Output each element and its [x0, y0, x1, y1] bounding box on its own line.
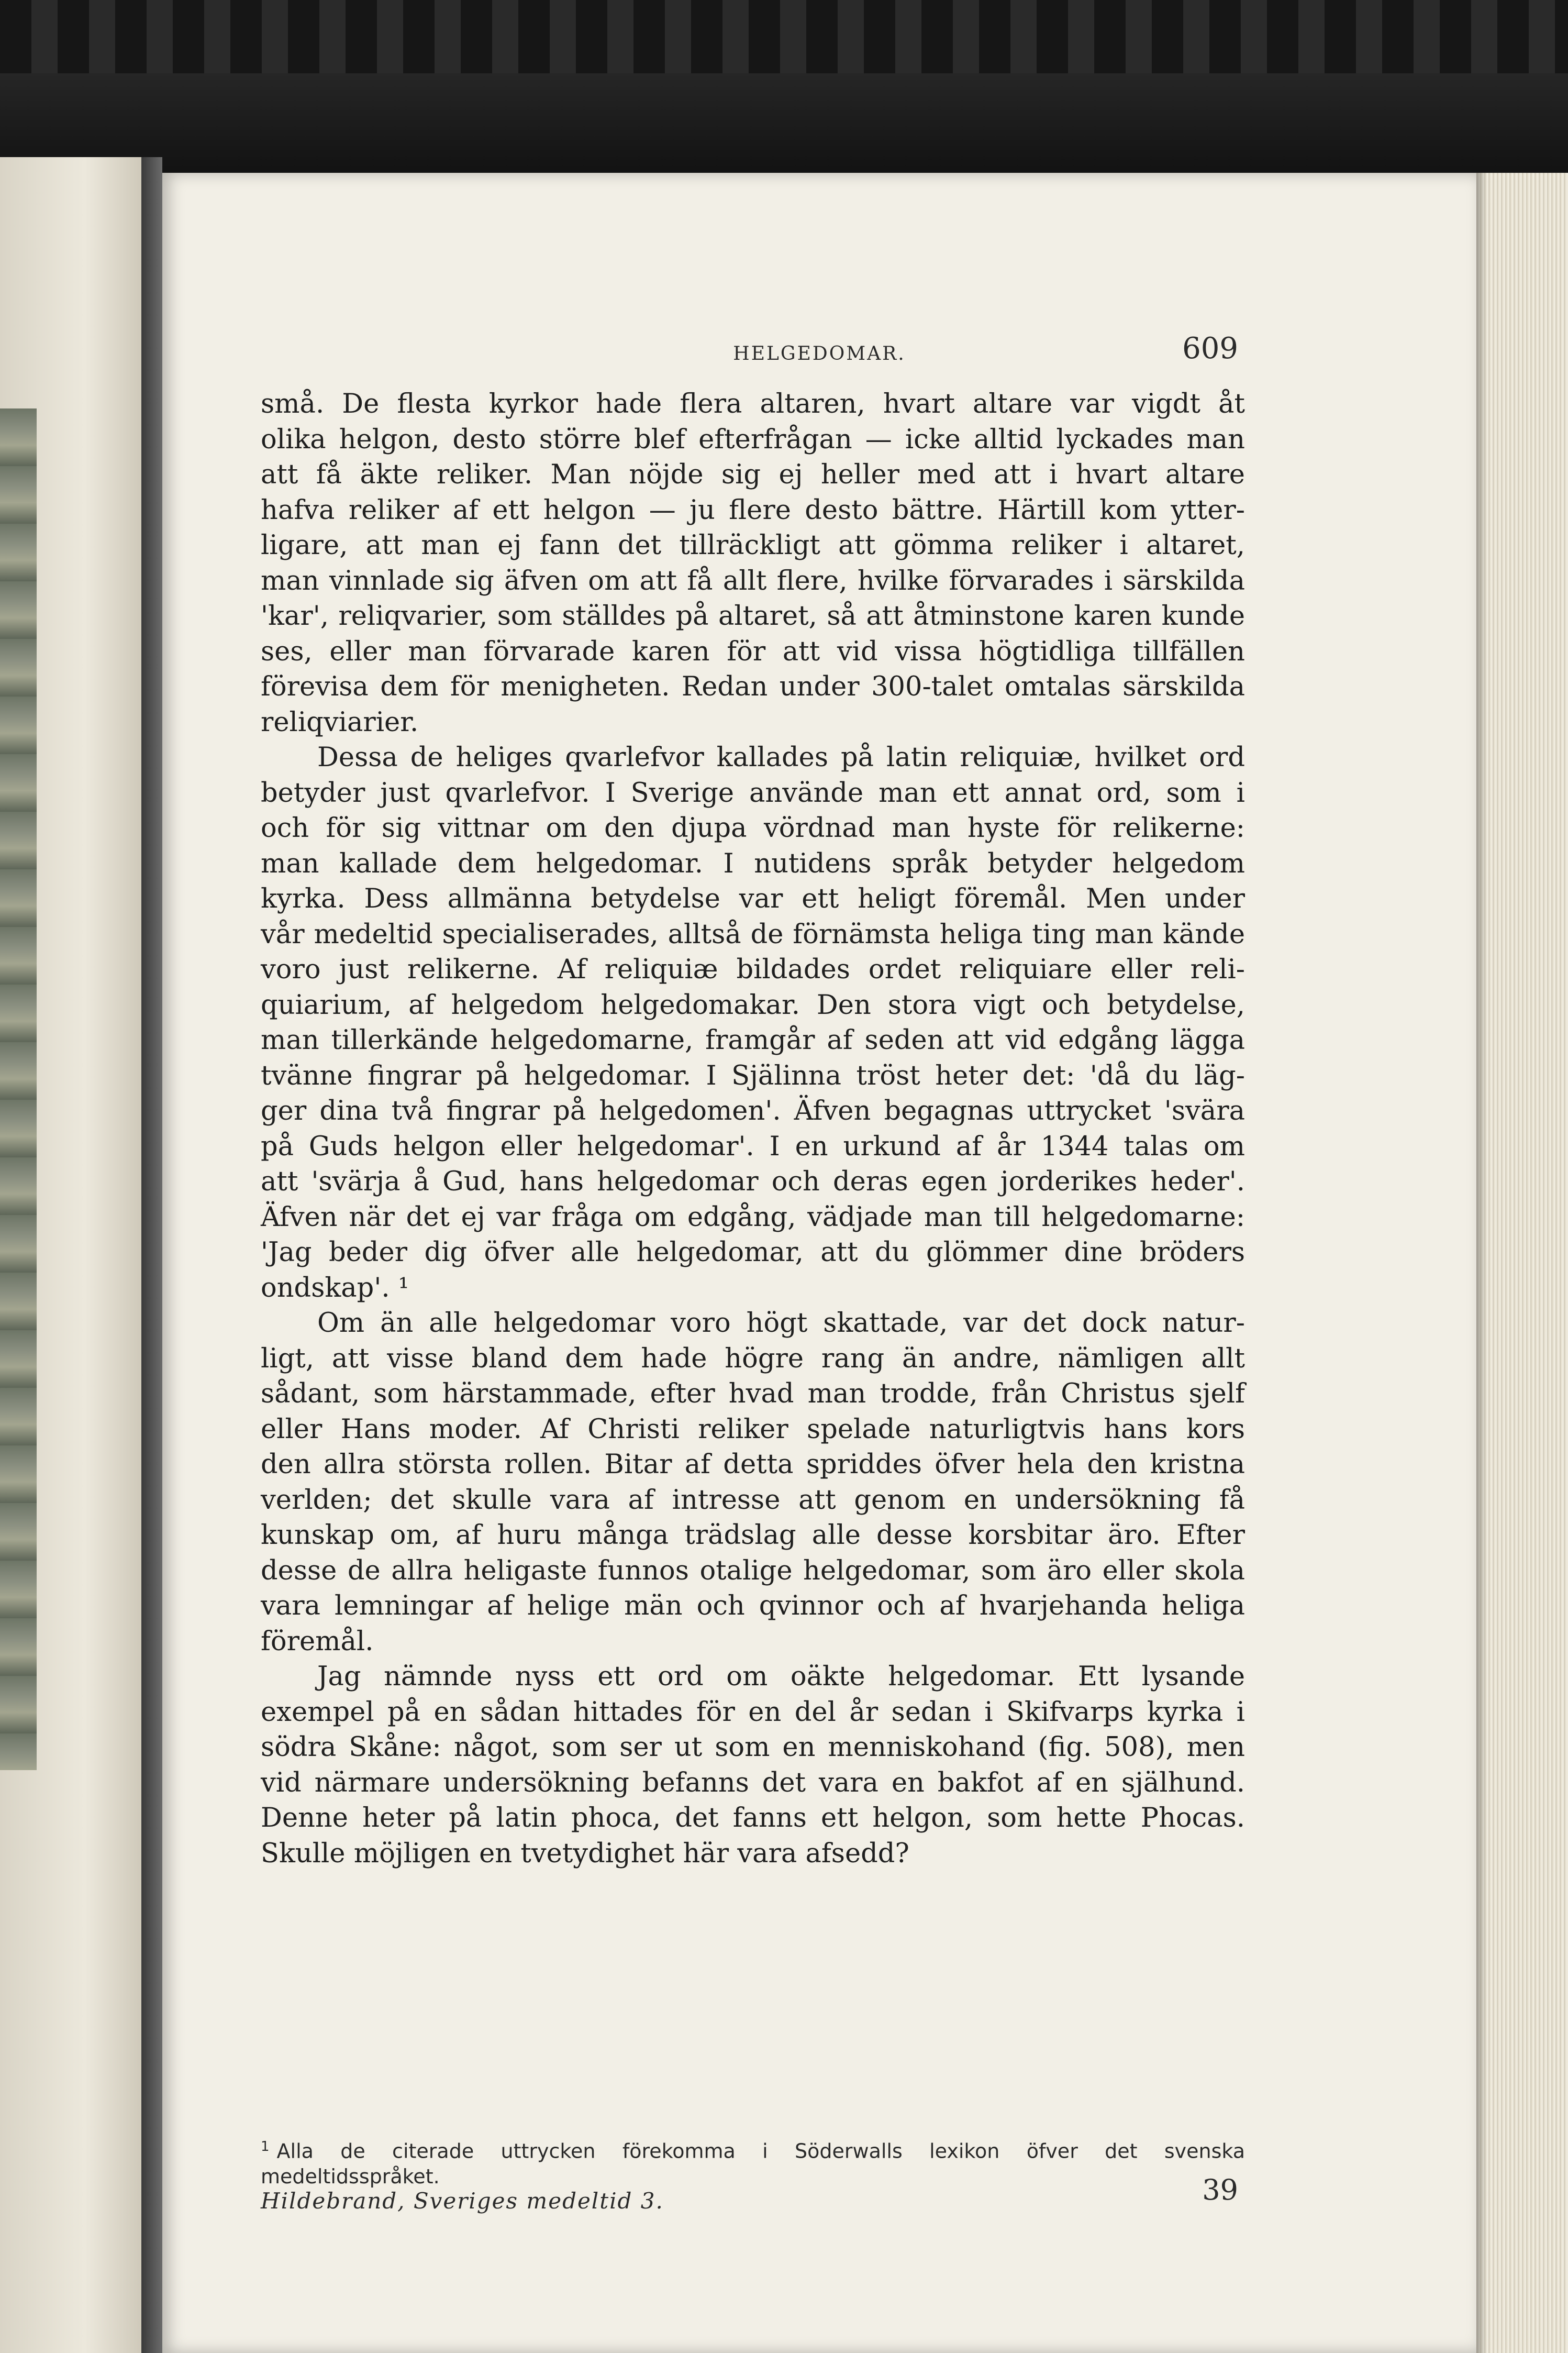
book-binding-spine	[0, 408, 37, 1770]
text-line: vid närmare undersökning befanns det vara en bakfot af en själhund.	[261, 1767, 1245, 1798]
page-number: 609	[1182, 332, 1238, 366]
text-line: Om än alle helgedomar voro högt skattade, var det dock natur-	[317, 1308, 1245, 1339]
text-line: betyder just qvarlefvor. I Sverige använde man ett annat ord, som i	[261, 777, 1245, 809]
text-line: 'Jag beder dig öfver alle helgedomar, att du glömmer dine bröders	[261, 1237, 1245, 1268]
text-line: man tillerkände helgedomarne, framgår af seden att vid edgång lägga	[261, 1025, 1245, 1056]
text-line: Äfven när det ej var fråga om edgång, vädjade man till helgedomarne:	[261, 1201, 1245, 1233]
footnote	[261, 2134, 1245, 2189]
text-line: förevisa dem för menigheten. Redan under 300-talet omtalas särskilda	[261, 671, 1245, 702]
text-line: voro just relikerne. Af reliquiæ bildades ordet reliquiare eller reli-	[261, 954, 1245, 985]
text-line: man vinnlade sig äfven om att få allt flere, hvilke förvarades i särskilda	[261, 565, 1245, 596]
text-line: och för sig vittnar om den djupa vördnad man hyste för relikerne:	[261, 813, 1245, 844]
text-line: södra Skåne: något, som ser ut som en menniskohand (fig. 508), men	[261, 1732, 1245, 1763]
page-stack-edge	[1474, 173, 1568, 2353]
text-line: man kallade dem helgedomar. I nutidens språk betyder helgedom	[261, 848, 1245, 879]
text-line: vår medeltid specialiserades, alltså de förnämsta heliga ting man kände	[261, 919, 1245, 950]
text-line: föremål.	[261, 1626, 374, 1657]
signature-mark: Hildebrand, Sveriges medeltid 3.	[261, 2188, 664, 2214]
text-line: små. De flesta kyrkor hade flera altaren, hvart altare var vigdt åt	[261, 389, 1245, 419]
footnote-text: Alla de citerade uttrycken förekomma i Söderwalls lexikon öfver det svenska	[276, 2139, 1245, 2163]
text-line: ger dina två fingrar på helgedomen'. Äfven begagnas uttrycket 'svära	[261, 1096, 1245, 1126]
text-line: exempel på en sådan hittades för en del år sedan i Skifvarps kyrka i	[261, 1696, 1245, 1728]
sheet-number: 39	[1202, 2173, 1238, 2206]
text-line: eller Hans moder. Af Christi reliker spelade naturligtvis hans kors	[261, 1413, 1245, 1445]
text-line: verlden; det skulle vara af intresse att genom en undersökning få	[261, 1484, 1245, 1516]
text-line: tvänne fingrar på helgedomar. I Själinna tröst heter det: 'då du läg-	[261, 1060, 1245, 1091]
book-page	[162, 173, 1476, 2353]
running-head: HELGEDOMAR.	[733, 343, 906, 364]
text-line: reliqviarier.	[261, 706, 419, 738]
text-line: sådant, som härstammade, efter hvad man trodde, från Christus sjelf	[261, 1378, 1245, 1409]
footnote-line: medeltidsspråket.	[261, 2164, 440, 2188]
text-line: att 'svärja å Gud, hans helgedomar och deras egen jorderikes heder'.	[261, 1166, 1245, 1197]
footnote-line	[261, 2134, 1245, 2164]
text-line: ligare, att man ej fann det tillräckligt att gömma reliker i altaret,	[261, 530, 1245, 561]
text-line: på Guds helgon eller helgedomar'. I en urkund af år 1344 talas om	[261, 1131, 1245, 1162]
text-line: 'kar', reliqvarier, som ställdes på altaret, så att åtminstone karen kunde	[261, 601, 1245, 632]
text-line: desse de allra heligaste funnos otalige helgedomar, som äro eller skola	[261, 1555, 1245, 1586]
body-text	[261, 386, 1245, 1871]
footnote-marker: 1	[261, 2139, 270, 2155]
text-line: hafva reliker af ett helgon — ju flere desto bättre. Härtill kom ytter-	[261, 494, 1245, 526]
text-line: kunskap om, af huru många trädslag alle desse korsbitar äro. Efter	[261, 1520, 1245, 1551]
text-line: olika helgon, desto större blef efterfrågan — icke alltid lyckades man	[261, 424, 1245, 455]
text-line: den allra största rollen. Bitar af detta spriddes öfver hela den kristna	[261, 1449, 1245, 1480]
text-line: kyrka. Dess allmänna betydelse var ett heligt föremål. Men under	[261, 883, 1245, 914]
text-line: quiarium, af helgedom helgedomakar. Den stora vigt och betydelse,	[261, 989, 1245, 1021]
text-line: ondskap'. ¹	[261, 1272, 409, 1303]
text-line: Jag nämnde nyss ett ord om oäkte helgedomar. Ett lysande	[317, 1661, 1245, 1692]
text-line: ses, eller man förvarade karen för att vid vissa högtidliga tillfällen	[261, 636, 1245, 667]
scanner-backdrop	[0, 0, 1568, 178]
text-line: vara lemningar af helige män och qvinnor och af hvarjehanda heliga	[261, 1590, 1245, 1621]
text-line: ligt, att visse bland dem hade högre rang än andre, nämligen allt	[261, 1343, 1245, 1374]
book-gutter	[141, 157, 162, 2353]
text-line: Dessa de heliges qvarlefvor kallades på latin reliquiæ, hvilket ord	[317, 742, 1245, 773]
text-line: att få äkte reliker. Man nöjde sig ej heller med att i hvart altare	[261, 459, 1245, 490]
text-line: Denne heter på latin phoca, det fanns ett helgon, som hette Phocas.	[261, 1803, 1245, 1833]
text-line: Skulle möjligen en tvetydighet här vara afsedd?	[261, 1838, 909, 1869]
